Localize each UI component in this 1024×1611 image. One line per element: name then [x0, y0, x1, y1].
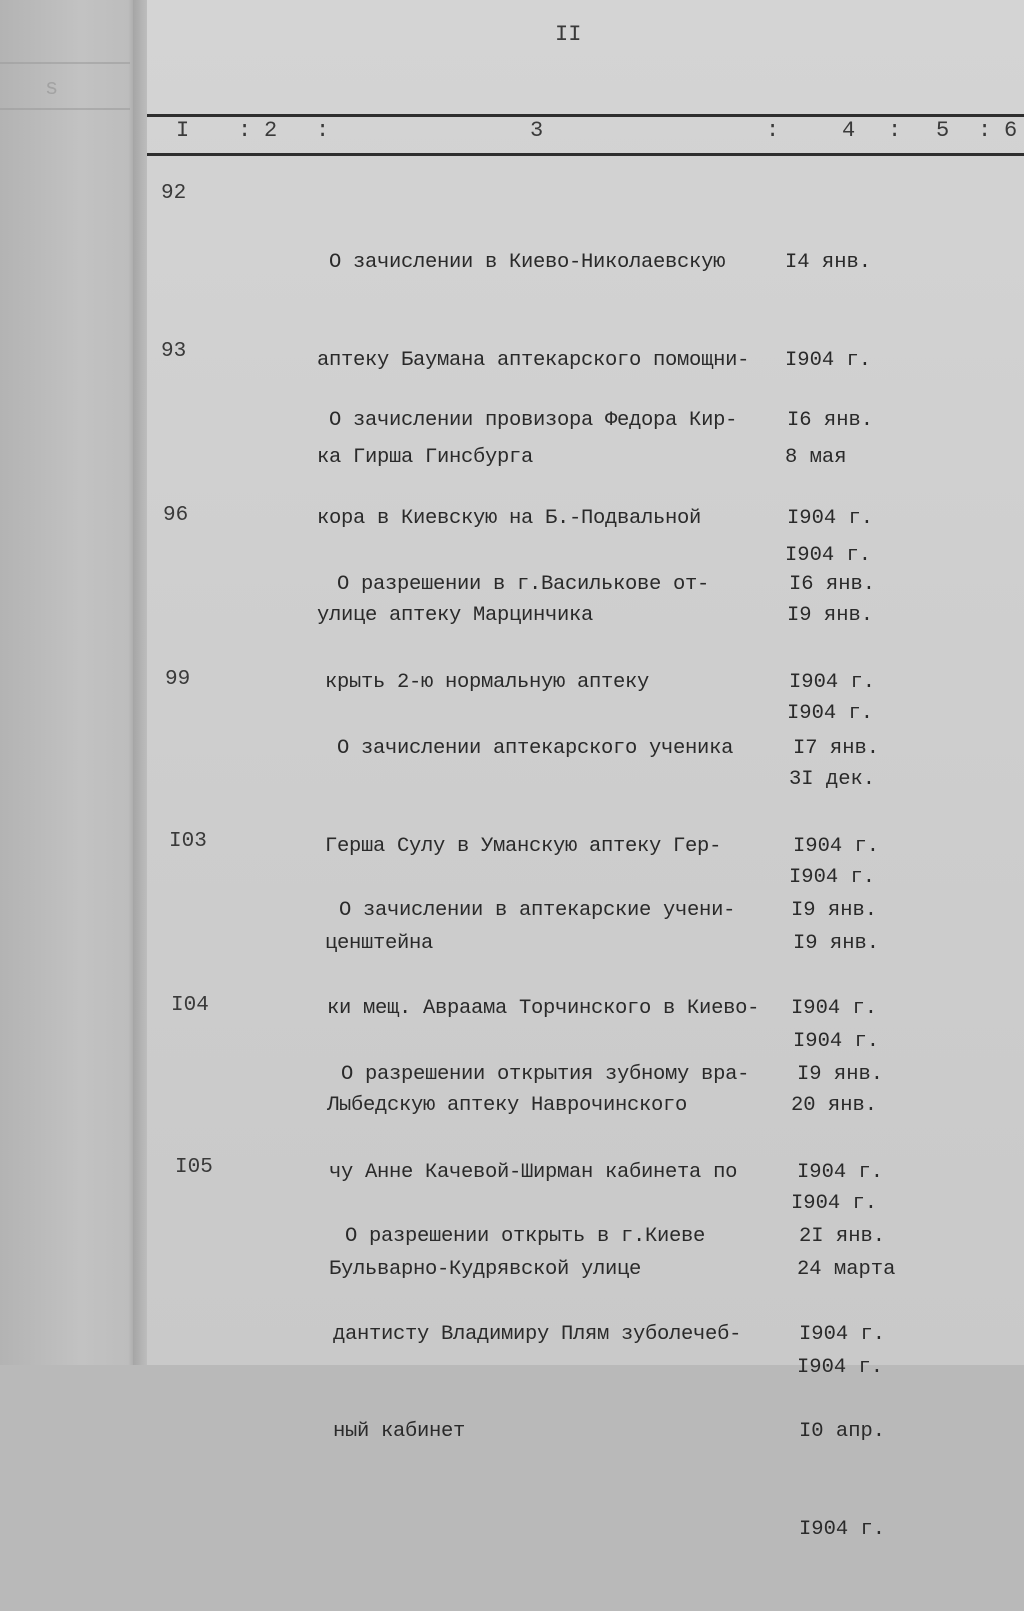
book-gutter — [133, 0, 147, 1365]
start-date-day: 2I янв. — [799, 1225, 886, 1248]
start-date-year: I904 г. — [799, 1322, 886, 1346]
ghost-rule — [0, 62, 130, 64]
column-separator: : — [766, 118, 780, 143]
entry-dates — [799, 1156, 885, 1611]
end-date-year: I904 г. — [789, 865, 876, 889]
end-date-day: I0 апр. — [799, 1420, 886, 1443]
column-header-5: 5 — [936, 118, 950, 143]
entry-description: О разрешении в г.Василькове от- крыть 2-ю нормальную аптеку — [325, 573, 710, 694]
column-header-3: 3 — [530, 118, 544, 143]
ghost-rule — [0, 108, 130, 110]
start-date-year: I904 г. — [791, 996, 878, 1020]
entry-description: О разрешении открытия зубному вра- чу Анне Качевой-Ширман кабинета по Бульварно-Кудрявской улице — [329, 1063, 750, 1281]
end-date-year: I904 г. — [785, 543, 872, 567]
entry-description: О зачислении в аптекарские учени- ки мещ. Авраама Торчинского в Киево- Лыбедскую аптеку Наврочинского — [327, 899, 760, 1117]
table-row — [147, 1156, 1024, 1541]
start-date-year: I904 г. — [785, 348, 872, 372]
entry-number: 93 — [161, 340, 187, 363]
entry-description: О зачислении в Киево-Николаевскую аптеку Баумана аптекарского помощни- ка Гирша Гинсбурга — [317, 251, 750, 469]
header-rule-top — [147, 114, 1024, 117]
end-date-day: I9 янв. — [793, 932, 880, 955]
column-separator: : — [316, 118, 330, 143]
page-number: II — [555, 22, 582, 47]
start-date-day: I9 янв. — [797, 1063, 884, 1086]
entry-number: 99 — [165, 668, 191, 691]
end-date-year: I904 г. — [791, 1191, 878, 1215]
end-date-year: I904 г. — [797, 1355, 884, 1379]
column-header-1: I — [176, 118, 190, 143]
previous-page-edge — [0, 0, 135, 1365]
start-date-day: I6 янв. — [787, 409, 874, 432]
start-date-year: I904 г. — [787, 506, 874, 530]
column-separator: : — [978, 118, 992, 143]
entry-number: I04 — [171, 994, 209, 1017]
end-date-day: I9 янв. — [787, 604, 874, 627]
end-date-day: 8 мая — [785, 446, 847, 469]
column-header-4: 4 — [842, 118, 856, 143]
entry-number: 92 — [161, 182, 187, 205]
end-date-year: I904 г. — [799, 1517, 886, 1541]
entry-number: I05 — [175, 1156, 213, 1179]
column-separator: : — [888, 118, 902, 143]
start-date-day: I4 янв. — [785, 251, 872, 274]
start-date-day: I7 янв. — [793, 737, 880, 760]
column-separator: : — [238, 118, 252, 143]
start-date-year: I904 г. — [797, 1160, 884, 1184]
end-date-day: 20 янв. — [791, 1094, 878, 1117]
entry-description: О зачислении аптекарского ученика Герша Сулу в Уманскую аптеку Гер- ценштейна — [325, 737, 734, 955]
entry-description: О разрешении открыть в г.Киеве дантисту Владимиру Плям зуболечеб- ный кабинет — [333, 1225, 742, 1443]
column-header-2: 2 — [264, 118, 278, 143]
start-date-year: I904 г. — [793, 834, 880, 858]
start-date-day: I9 янв. — [791, 899, 878, 922]
entry-number: I03 — [169, 830, 207, 853]
entry-description: О зачислении провизора Федора Кир- кора в Киевскую на Б.-Подвальной улице аптеку Марцинчика — [317, 409, 738, 627]
column-header-6: 6 — [1004, 118, 1018, 143]
end-date-day: 24 марта — [797, 1258, 896, 1281]
entry-number: 96 — [163, 504, 189, 527]
header-rule-bottom — [147, 153, 1024, 156]
end-date-year: I904 г. — [793, 1029, 880, 1053]
ghost-mark: s — [45, 76, 59, 101]
end-date-year: I904 г. — [787, 701, 874, 725]
start-date-year: I904 г. — [789, 670, 876, 694]
start-date-day: I6 янв. — [789, 573, 876, 596]
end-date-day: 3I дек. — [789, 768, 876, 791]
